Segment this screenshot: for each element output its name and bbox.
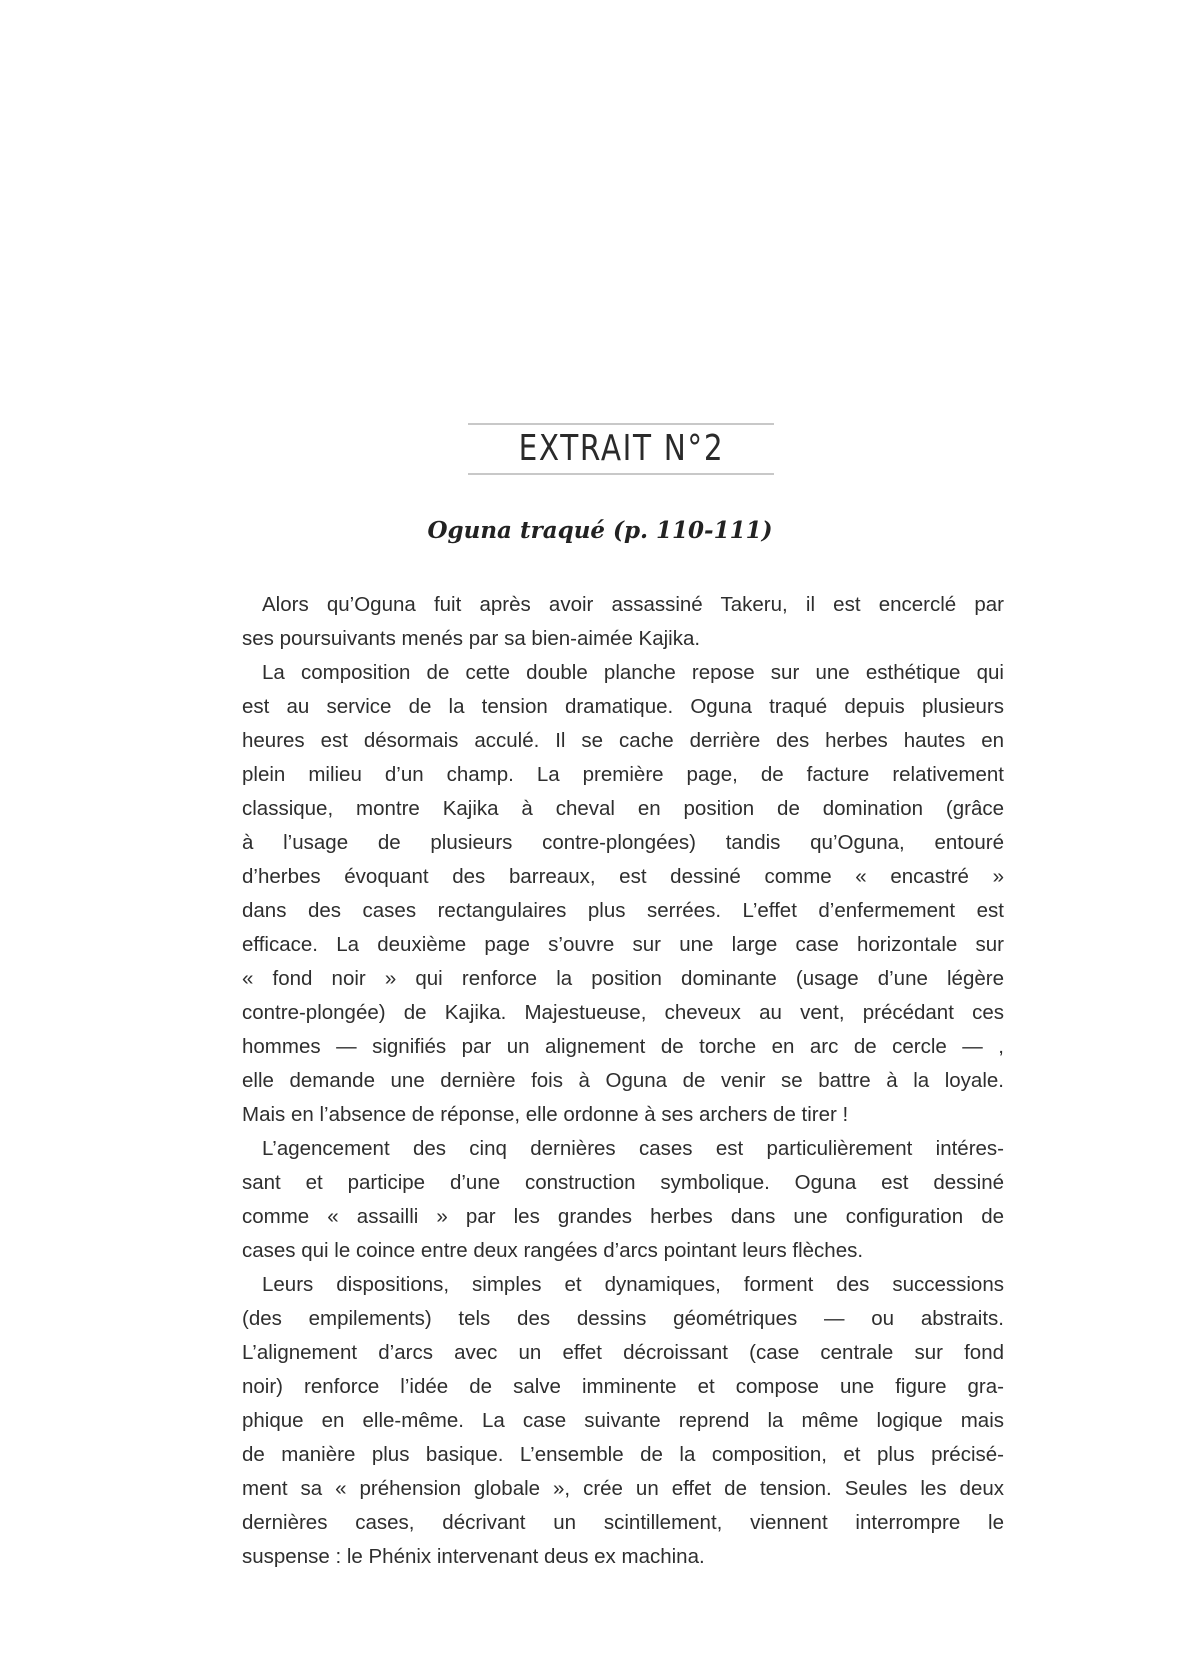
text-line: plein milieu d’un champ. La première page, de facture relativement <box>242 763 1004 786</box>
text-line: contre-plongée) de Kajika. Majestueuse, cheveux au vent, précédant ces <box>242 1001 1004 1024</box>
text-line: noir) renforce l’idée de salve imminente et compose une figure gra- <box>242 1375 1004 1398</box>
paragraph <box>242 1132 1004 1268</box>
text-line: Leurs dispositions, simples et dynamiques, forment des successions <box>262 1273 1004 1296</box>
text-line: (des empilements) tels des dessins géométriques — ou abstraits. <box>242 1307 1004 1330</box>
text-line: elle demande une dernière fois à Oguna de venir se battre à la loyale. <box>242 1069 1004 1092</box>
text-line: comme « assailli » par les grandes herbes dans une configuration de <box>242 1205 1004 1228</box>
text-line: classique, montre Kajika à cheval en position de domination (grâce <box>242 797 1004 820</box>
paragraph <box>242 588 1004 656</box>
subtitle: Oguna traqué (p. 110-111) <box>427 517 773 544</box>
text-line: suspense : le Phénix intervenant deus ex machina. <box>242 1545 705 1568</box>
text-line: est au service de la tension dramatique. Oguna traqué depuis plusieurs <box>242 695 1004 718</box>
text-line: Alors qu’Oguna fuit après avoir assassiné Takeru, il est encerclé par <box>262 593 1004 616</box>
text-line: cases qui le coince entre deux rangées d’arcs pointant leurs flèches. <box>242 1239 864 1262</box>
paragraph <box>242 1268 1004 1574</box>
text-line: efficace. La deuxième page s’ouvre sur une large case horizontale sur <box>242 933 1004 956</box>
text-line: heures est désormais acculé. Il se cache derrière des herbes hautes en <box>242 729 1004 752</box>
paragraph <box>242 656 1004 1132</box>
text-line: ment sa « préhension globale », crée un effet de tension. Seules les deux <box>242 1477 1004 1500</box>
text-line: « fond noir » qui renforce la position dominante (usage d’une légère <box>242 967 1004 990</box>
heading-text: EXTRAIT N°2 <box>518 428 724 469</box>
text-line: d’herbes évoquant des barreaux, est dessiné comme « encastré » <box>242 865 1004 888</box>
text-line: Mais en l’absence de réponse, elle ordonne à ses archers de tirer ! <box>242 1103 849 1126</box>
text-line: ses poursuivants menés par sa bien-aimée Kajika. <box>242 627 701 650</box>
text-line: La composition de cette double planche repose sur une esthétique qui <box>262 661 1004 684</box>
text-line: dernières cases, décrivant un scintillement, viennent interrompre le <box>242 1511 1004 1534</box>
text-line: L’alignement d’arcs avec un effet décroissant (case centrale sur fond <box>242 1341 1004 1364</box>
text-line: phique en elle-même. La case suivante reprend la même logique mais <box>242 1409 1004 1432</box>
text-line: de manière plus basique. L’ensemble de la composition, et plus précisé- <box>242 1443 1004 1466</box>
section-heading <box>468 423 774 475</box>
text-line: hommes — signifiés par un alignement de torche en arc de cercle — , <box>242 1035 1004 1058</box>
text-line: à l’usage de plusieurs contre-plongées) tandis qu’Oguna, entouré <box>242 831 1004 854</box>
text-line: dans des cases rectangulaires plus serrées. L’effet d’enfermement est <box>242 899 1004 922</box>
text-line: sant et participe d’une construction symbolique. Oguna est dessiné <box>242 1171 1004 1194</box>
body-text <box>242 588 1004 1574</box>
text-line: L’agencement des cinq dernières cases est particulièrement intéres- <box>262 1137 1004 1160</box>
